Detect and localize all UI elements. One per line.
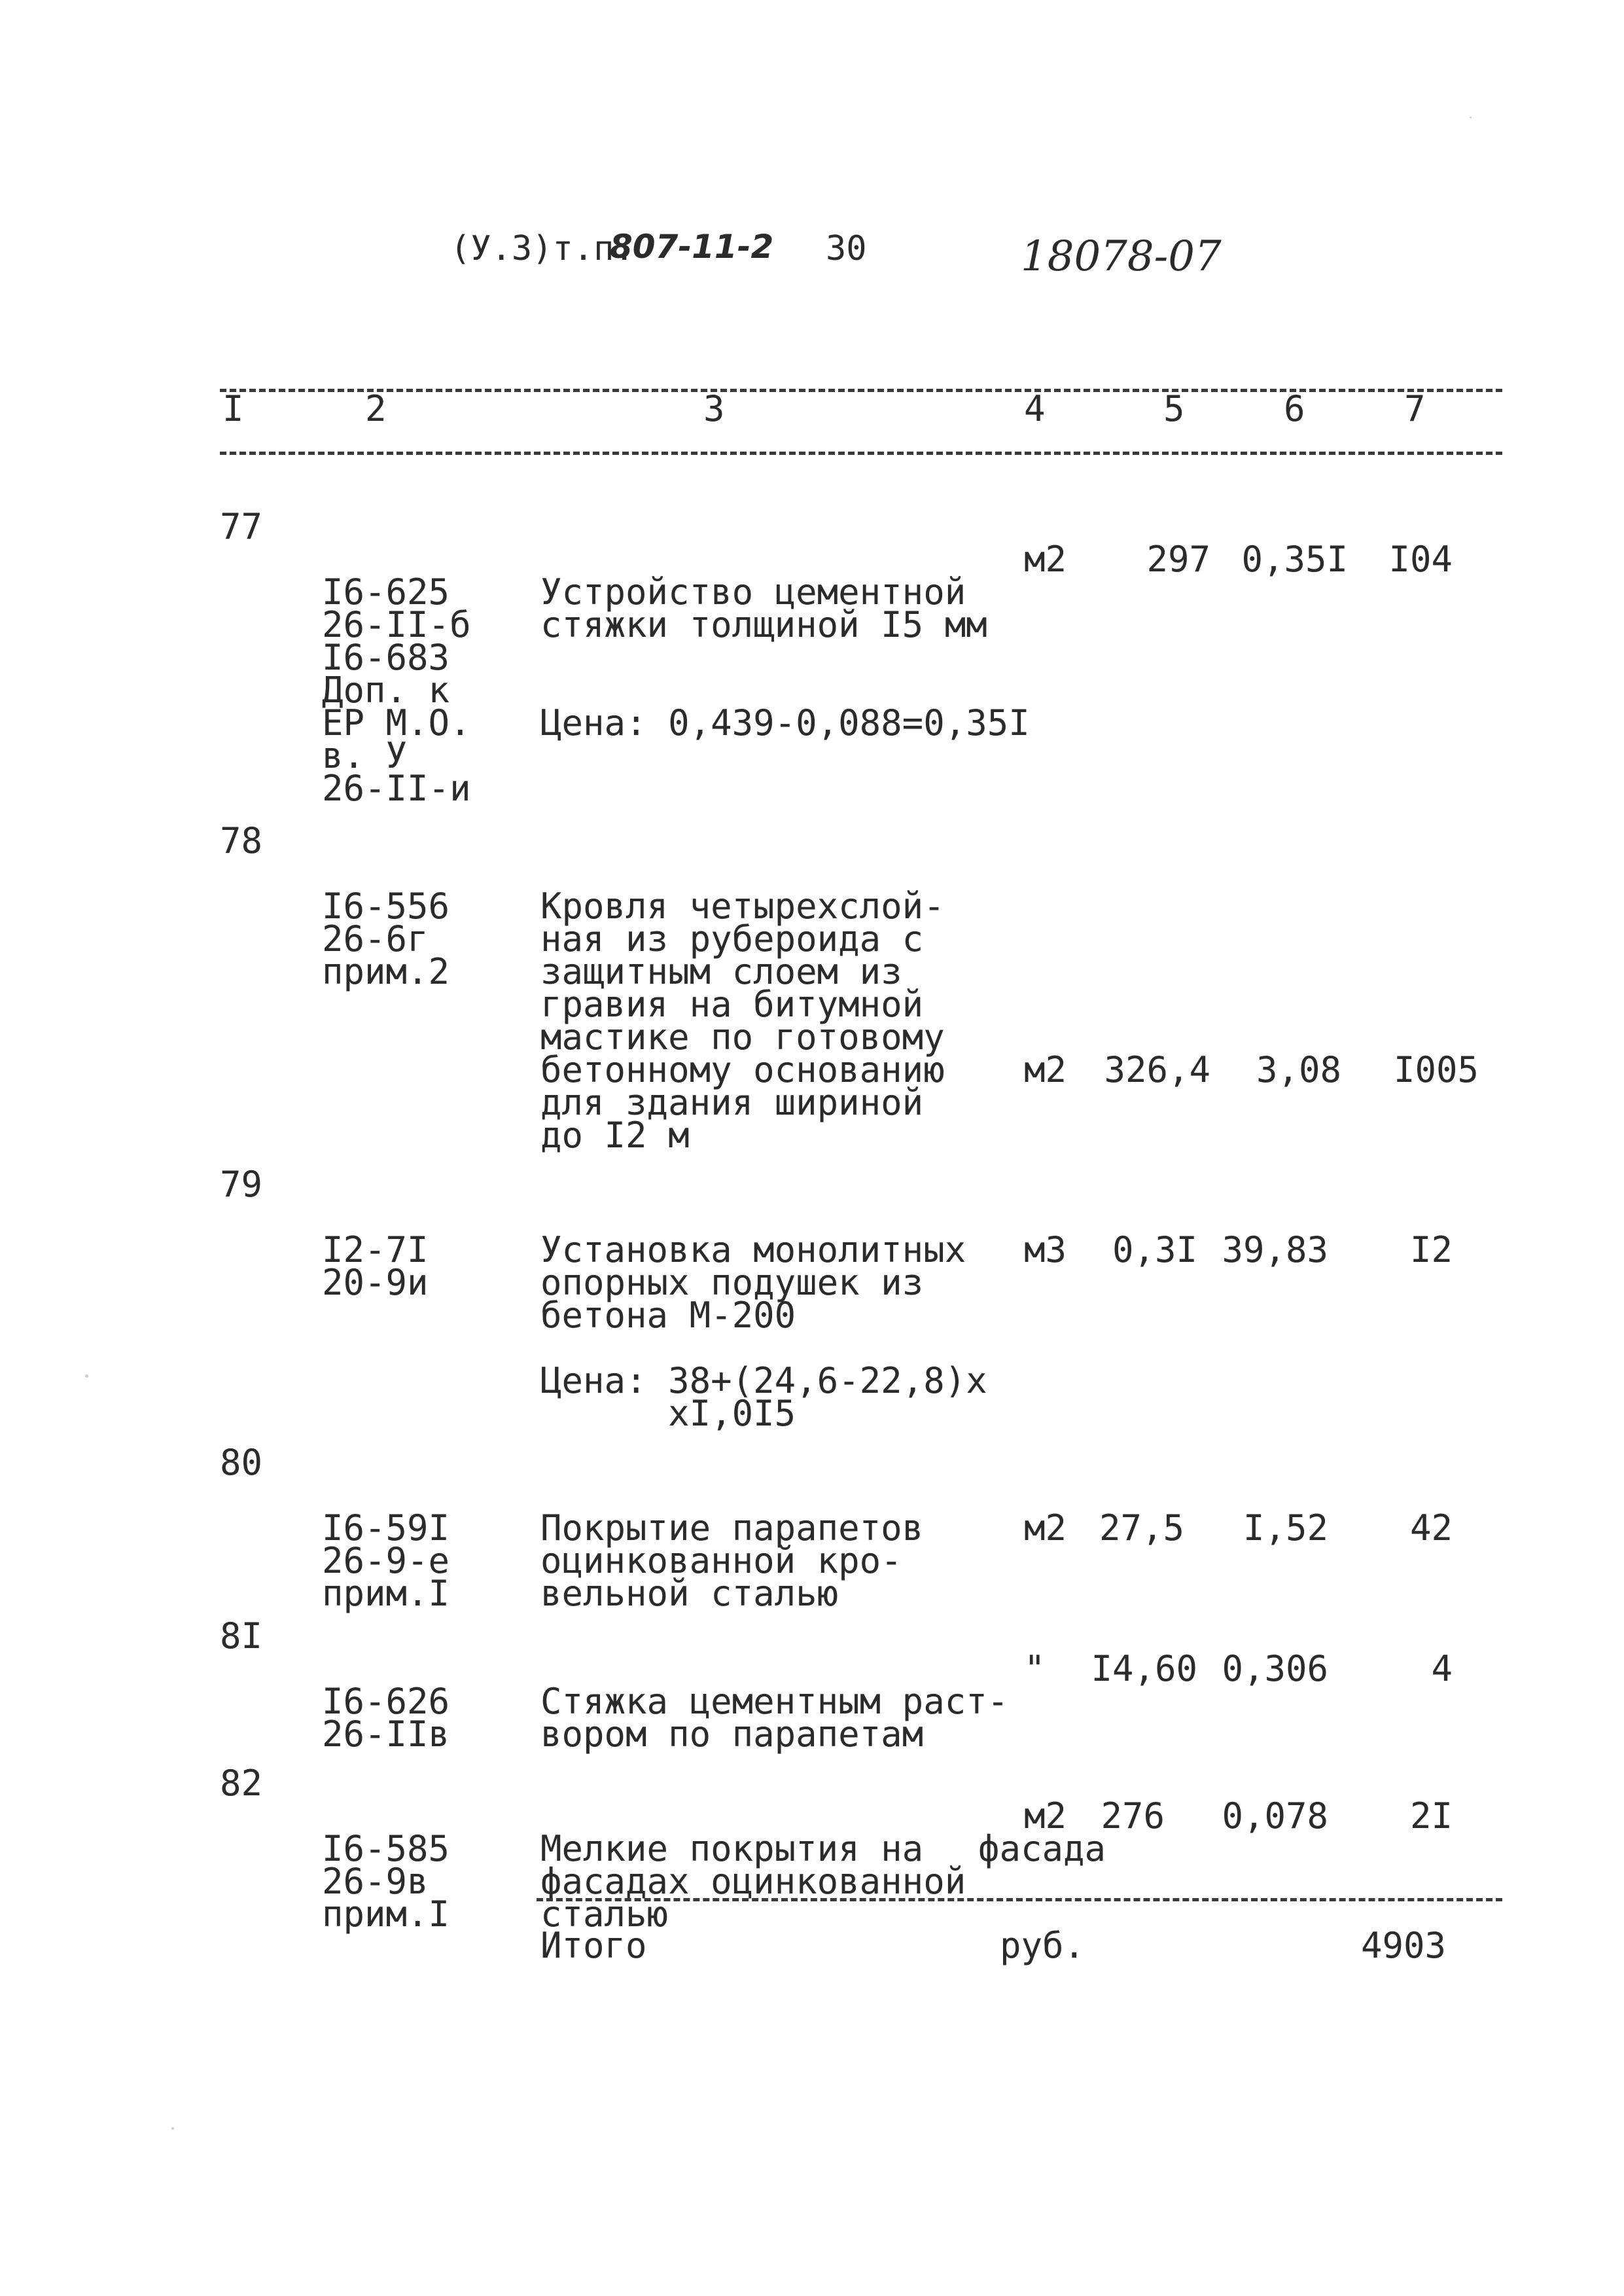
row-total: I2 — [1409, 1229, 1453, 1270]
col-4-header: 4 — [1024, 388, 1046, 429]
row-quantity: 276 — [1101, 1795, 1165, 1837]
row-number: 80 — [220, 1442, 263, 1483]
scan-speck — [171, 2127, 174, 2130]
row-description: Кровля четырехслой- ная из рубероида с защитным слоем из гравия на битумной мастике по готовому бетонному основанию для здания шириной до I2 м — [540, 886, 945, 1156]
row-number: 77 — [220, 506, 263, 547]
row-description: Покрытие парапетов оцинкованной кро- вельной сталью — [540, 1507, 924, 1614]
row-unit-price: 3,08 — [1256, 1049, 1341, 1090]
row-unit-qualifier: фасада — [978, 1828, 1106, 1869]
row-code: I2-7I 20-9и — [322, 1229, 429, 1303]
row-description: Устройство цементной стяжки толщиной I5 мм — [540, 571, 987, 645]
row-quantity: I4,60 — [1091, 1648, 1197, 1689]
col-7-header: 7 — [1404, 388, 1426, 429]
row-description: Установка монолитных опорных подушек из бетона М-200 — [540, 1229, 966, 1336]
row-unit: м2 — [1024, 1507, 1067, 1549]
project-number: 807-11-2 — [610, 228, 774, 266]
document-number: 18078-07 — [1021, 232, 1222, 281]
row-unit-price: 0,078 — [1222, 1795, 1328, 1837]
row-total: 2I — [1409, 1795, 1453, 1837]
row-number: 82 — [220, 1763, 263, 1804]
row-unit-price: I,52 — [1243, 1507, 1328, 1549]
row-code: I6-59I 26-9-е прим.I — [322, 1507, 450, 1614]
row-unit-price: 0,35I — [1241, 539, 1348, 580]
row-unit: м2 — [1024, 539, 1067, 580]
row-code: I6-625 26-II-б I6-683 Доп. к ЕР М.О. в. У 26-II-и — [322, 571, 471, 809]
row-description: Стяжка цементным раст- вором по парапетам — [540, 1681, 1009, 1755]
col-5-header: 5 — [1163, 388, 1185, 429]
row-unit: " — [1024, 1648, 1046, 1689]
row-number: 79 — [220, 1164, 263, 1205]
row-unit-price: 39,83 — [1222, 1229, 1328, 1270]
col-2-header: 2 — [365, 388, 387, 429]
total-rule — [537, 1898, 1502, 1901]
total-unit: руб. — [1000, 1925, 1086, 1966]
row-code: I6-585 26-9в прим.I — [322, 1828, 450, 1935]
row-total: I04 — [1388, 539, 1453, 580]
row-quantity: 297 — [1146, 539, 1210, 580]
header-series: (У.3)т.п. — [450, 229, 635, 268]
row-code: I6-556 26-6г прим.2 — [322, 886, 450, 992]
col-3-header: 3 — [703, 388, 725, 429]
header-bottom-rule — [220, 452, 1502, 455]
row-total: 42 — [1409, 1507, 1453, 1549]
row-unit-price: 0,306 — [1222, 1648, 1328, 1689]
row-unit: м2 — [1024, 1049, 1067, 1090]
row-number: 8I — [220, 1615, 263, 1657]
row-price-note: Цена: 0,439-0,088=0,35I — [540, 702, 1030, 744]
row-total: 4 — [1431, 1648, 1453, 1689]
total-value: 4903 — [1360, 1925, 1446, 1966]
col-6-header: 6 — [1284, 388, 1305, 429]
header-top-rule — [220, 389, 1502, 392]
col-1-header: I — [222, 388, 244, 429]
row-unit: м2 — [1024, 1795, 1067, 1837]
row-quantity: 27,5 — [1099, 1507, 1184, 1549]
page-number: 30 — [826, 229, 867, 268]
scan-speck — [1470, 117, 1472, 118]
scan-speck — [85, 1374, 88, 1378]
row-code: I6-626 26-IIв — [322, 1681, 450, 1755]
total-label: Итого — [540, 1925, 647, 1966]
row-quantity: 326,4 — [1104, 1049, 1210, 1090]
row-price-note: Цена: 38+(24,6-22,8)х хI,0I5 — [540, 1360, 987, 1434]
row-quantity: 0,3I — [1112, 1229, 1197, 1270]
row-description: Мелкие покрытия на фасадах оцинкованной сталью — [540, 1828, 966, 1935]
row-total: I005 — [1393, 1049, 1479, 1090]
row-number: 78 — [220, 820, 263, 861]
row-unit: м3 — [1024, 1229, 1067, 1270]
